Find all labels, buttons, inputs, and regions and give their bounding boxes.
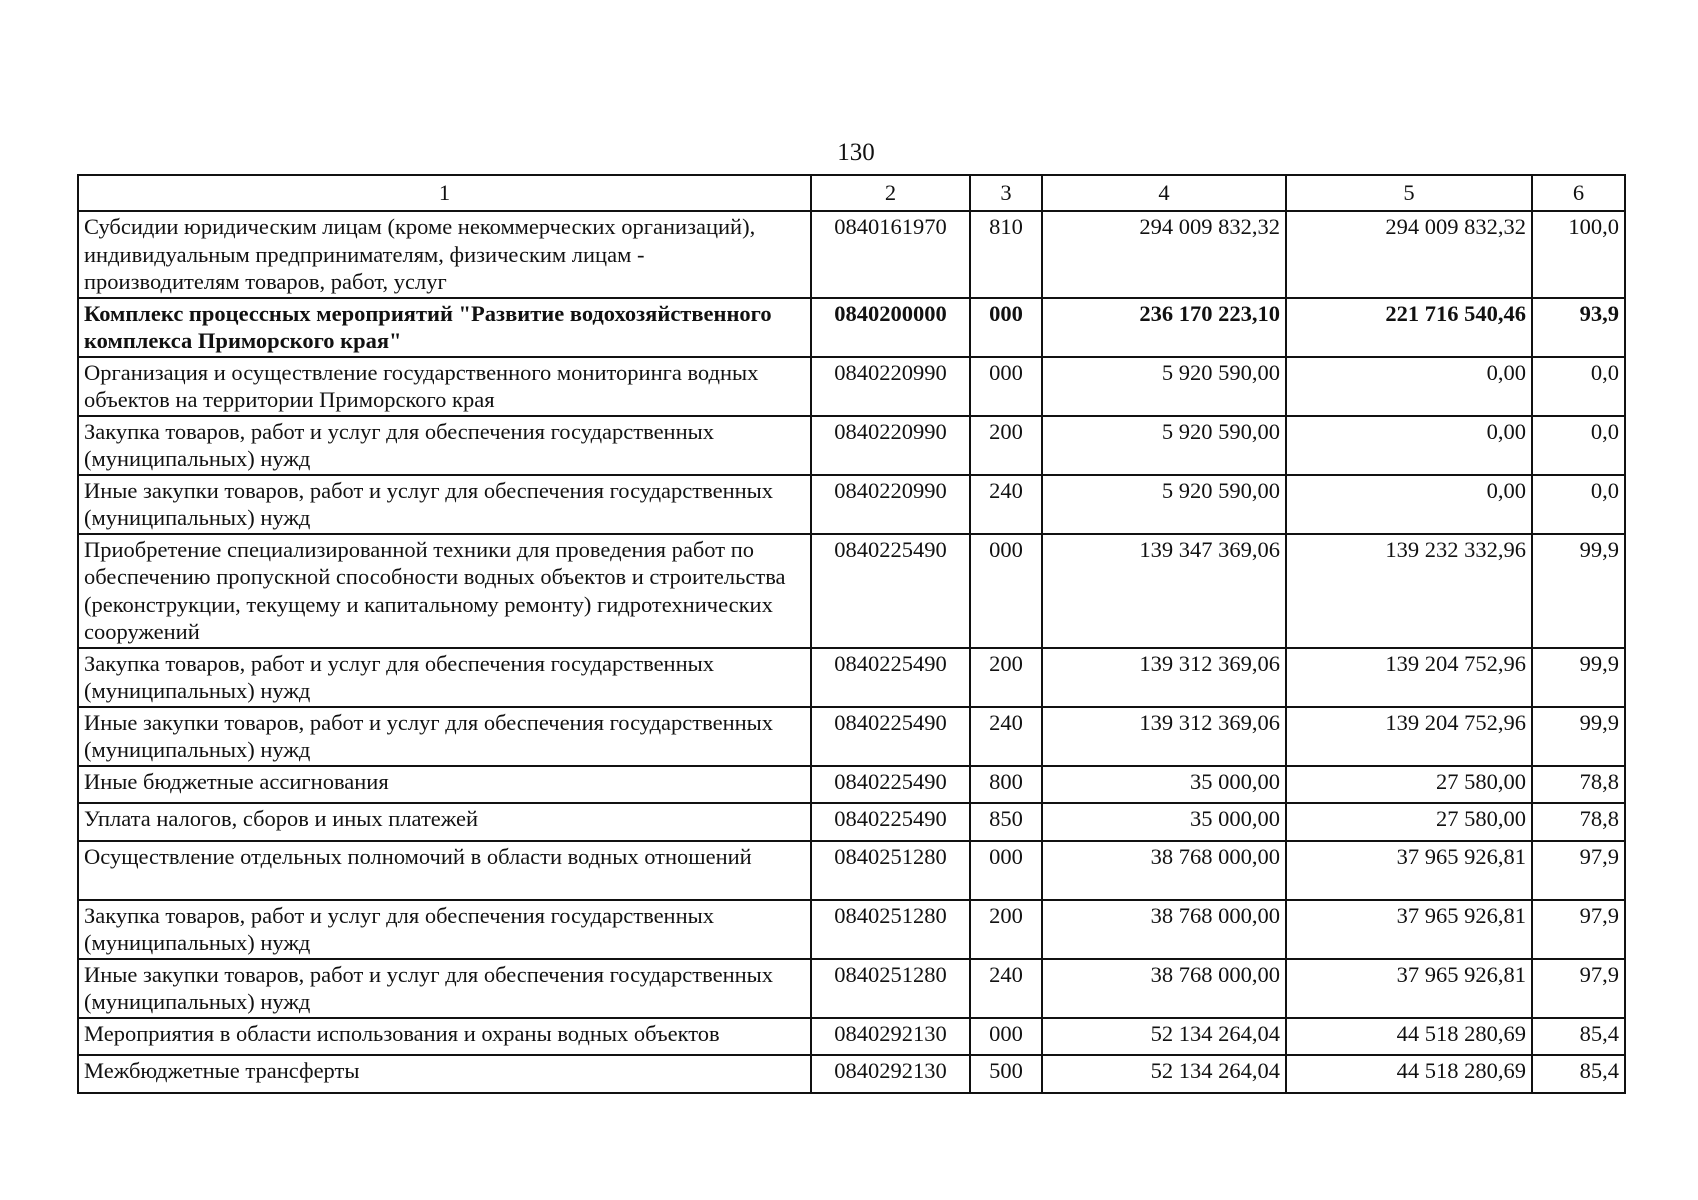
row-code: 0840225490	[811, 707, 970, 766]
row-name: Иные закупки товаров, работ и услуг для обеспечения государственных (муниципальных) нужд	[78, 707, 811, 766]
row-executed-amount: 139 204 752,96	[1286, 648, 1532, 707]
row-planned-amount: 139 347 369,06	[1042, 534, 1286, 648]
row-execution-percent: 0,0	[1532, 357, 1625, 416]
row-expense-type: 850	[970, 803, 1042, 841]
table-row	[78, 475, 1625, 534]
table-row	[78, 841, 1625, 900]
column-header-2: 2	[811, 175, 970, 211]
row-planned-amount: 35 000,00	[1042, 803, 1286, 841]
row-name: Закупка товаров, работ и услуг для обеспечения государственных (муниципальных) нужд	[78, 900, 811, 959]
row-code: 0840161970	[811, 211, 970, 298]
row-expense-type: 200	[970, 648, 1042, 707]
row-name: Осуществление отдельных полномочий в области водных отношений	[78, 841, 811, 900]
table-row	[78, 298, 1625, 357]
row-executed-amount: 139 232 332,96	[1286, 534, 1532, 648]
row-expense-type: 000	[970, 841, 1042, 900]
row-planned-amount: 52 134 264,04	[1042, 1018, 1286, 1056]
row-code: 0840225490	[811, 534, 970, 648]
row-execution-percent: 97,9	[1532, 900, 1625, 959]
row-planned-amount: 236 170 223,10	[1042, 298, 1286, 357]
row-planned-amount: 139 312 369,06	[1042, 648, 1286, 707]
row-executed-amount: 139 204 752,96	[1286, 707, 1532, 766]
row-name: Уплата налогов, сборов и иных платежей	[78, 803, 811, 841]
row-code: 0840292130	[811, 1055, 970, 1093]
row-execution-percent: 78,8	[1532, 803, 1625, 841]
row-executed-amount: 27 580,00	[1286, 803, 1532, 841]
row-planned-amount: 139 312 369,06	[1042, 707, 1286, 766]
row-name: Комплекс процессных мероприятий "Развитие водохозяйственного комплекса Приморского края"	[78, 298, 811, 357]
row-executed-amount: 294 009 832,32	[1286, 211, 1532, 298]
row-execution-percent: 78,8	[1532, 766, 1625, 804]
row-expense-type: 000	[970, 534, 1042, 648]
row-code: 0840251280	[811, 900, 970, 959]
column-header-1: 1	[78, 175, 811, 211]
row-expense-type: 800	[970, 766, 1042, 804]
table-row	[78, 1018, 1625, 1056]
row-planned-amount: 5 920 590,00	[1042, 416, 1286, 475]
row-code: 0840251280	[811, 841, 970, 900]
row-planned-amount: 35 000,00	[1042, 766, 1286, 804]
table-row	[78, 416, 1625, 475]
row-execution-percent: 97,9	[1532, 959, 1625, 1018]
row-execution-percent: 99,9	[1532, 648, 1625, 707]
row-name: Мероприятия в области использования и охраны водных объектов	[78, 1018, 811, 1056]
column-header-6: 6	[1532, 175, 1625, 211]
table-row	[78, 534, 1625, 648]
row-executed-amount: 37 965 926,81	[1286, 841, 1532, 900]
row-planned-amount: 5 920 590,00	[1042, 357, 1286, 416]
row-planned-amount: 52 134 264,04	[1042, 1055, 1286, 1093]
row-planned-amount: 38 768 000,00	[1042, 959, 1286, 1018]
header-row	[78, 175, 1625, 211]
row-executed-amount: 0,00	[1286, 416, 1532, 475]
table-row	[78, 803, 1625, 841]
row-code: 0840225490	[811, 803, 970, 841]
row-name: Закупка товаров, работ и услуг для обеспечения государственных (муниципальных) нужд	[78, 416, 811, 475]
column-header-3: 3	[970, 175, 1042, 211]
row-name: Организация и осуществление государственного мониторинга водных объектов на территории Приморского края	[78, 357, 811, 416]
row-code: 0840292130	[811, 1018, 970, 1056]
row-expense-type: 500	[970, 1055, 1042, 1093]
row-name: Субсидии юридическим лицам (кроме некоммерческих организаций), индивидуальным предпринимателям, физическим лицам - производителям товаров, работ, услуг	[78, 211, 811, 298]
row-executed-amount: 37 965 926,81	[1286, 959, 1532, 1018]
row-planned-amount: 38 768 000,00	[1042, 900, 1286, 959]
row-execution-percent: 99,9	[1532, 707, 1625, 766]
row-expense-type: 200	[970, 416, 1042, 475]
row-code: 0840220990	[811, 416, 970, 475]
row-expense-type: 240	[970, 475, 1042, 534]
row-executed-amount: 0,00	[1286, 357, 1532, 416]
row-code: 0840225490	[811, 766, 970, 804]
row-execution-percent: 85,4	[1532, 1018, 1625, 1056]
row-code: 0840251280	[811, 959, 970, 1018]
table-header	[78, 175, 1625, 211]
column-header-4: 4	[1042, 175, 1286, 211]
table-row	[78, 900, 1625, 959]
table-row	[78, 211, 1625, 298]
row-name: Закупка товаров, работ и услуг для обеспечения государственных (муниципальных) нужд	[78, 648, 811, 707]
row-execution-percent: 99,9	[1532, 534, 1625, 648]
row-name: Иные закупки товаров, работ и услуг для обеспечения государственных (муниципальных) нужд	[78, 959, 811, 1018]
row-name: Межбюджетные трансферты	[78, 1055, 811, 1093]
table-row	[78, 707, 1625, 766]
row-expense-type: 240	[970, 707, 1042, 766]
row-planned-amount: 38 768 000,00	[1042, 841, 1286, 900]
table-row	[78, 648, 1625, 707]
page-number: 130	[837, 139, 875, 166]
row-code: 0840220990	[811, 475, 970, 534]
row-executed-amount: 0,00	[1286, 475, 1532, 534]
row-expense-type: 240	[970, 959, 1042, 1018]
row-planned-amount: 294 009 832,32	[1042, 211, 1286, 298]
row-expense-type: 810	[970, 211, 1042, 298]
row-expense-type: 200	[970, 900, 1042, 959]
row-execution-percent: 93,9	[1532, 298, 1625, 357]
table-row	[78, 959, 1625, 1018]
table-row	[78, 357, 1625, 416]
row-code: 0840200000	[811, 298, 970, 357]
row-execution-percent: 0,0	[1532, 475, 1625, 534]
row-execution-percent: 97,9	[1532, 841, 1625, 900]
row-name: Иные бюджетные ассигнования	[78, 766, 811, 804]
row-executed-amount: 44 518 280,69	[1286, 1055, 1532, 1093]
table-body	[78, 211, 1625, 1093]
row-expense-type: 000	[970, 357, 1042, 416]
row-executed-amount: 37 965 926,81	[1286, 900, 1532, 959]
row-executed-amount: 44 518 280,69	[1286, 1018, 1532, 1056]
table-row	[78, 1055, 1625, 1093]
row-expense-type: 000	[970, 298, 1042, 357]
row-executed-amount: 27 580,00	[1286, 766, 1532, 804]
row-execution-percent: 85,4	[1532, 1055, 1625, 1093]
row-execution-percent: 100,0	[1532, 211, 1625, 298]
row-code: 0840220990	[811, 357, 970, 416]
budget-execution-table	[77, 174, 1626, 1094]
row-code: 0840225490	[811, 648, 970, 707]
row-expense-type: 000	[970, 1018, 1042, 1056]
row-name: Приобретение специализированной техники для проведения работ по обеспечению пропускной способности водных объектов и строительства (реконструкции, текущему и капитальному ремонту) гидротехнических сооружений	[78, 534, 811, 648]
row-executed-amount: 221 716 540,46	[1286, 298, 1532, 357]
row-name: Иные закупки товаров, работ и услуг для обеспечения государственных (муниципальных) нужд	[78, 475, 811, 534]
column-header-5: 5	[1286, 175, 1532, 211]
row-planned-amount: 5 920 590,00	[1042, 475, 1286, 534]
row-execution-percent: 0,0	[1532, 416, 1625, 475]
table-row	[78, 766, 1625, 804]
